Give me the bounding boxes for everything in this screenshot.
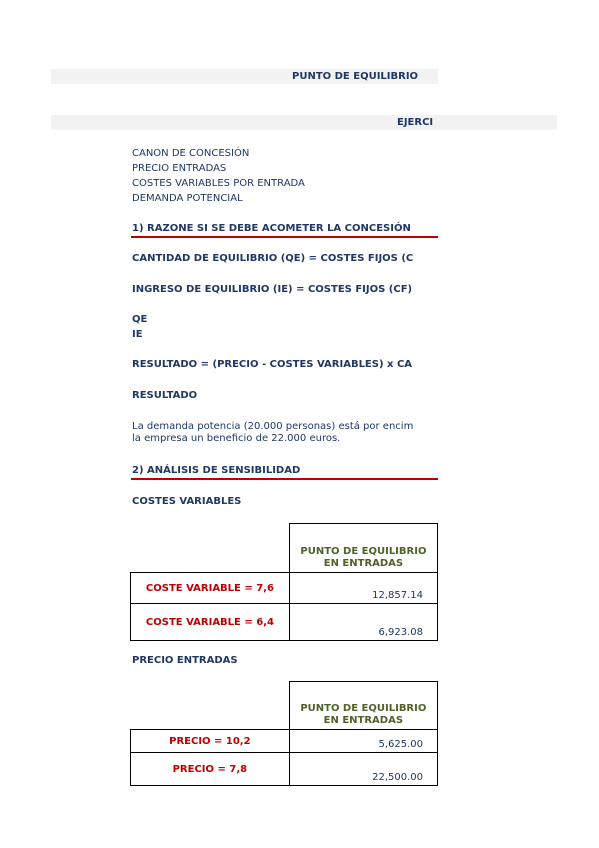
costes-sensitivity-table — [130, 523, 438, 641]
row-label: COSTE VARIABLE = 6,4 — [131, 604, 290, 641]
table-corner — [131, 682, 290, 730]
ie-label: IE — [132, 329, 143, 340]
conclusion-line-2: la empresa un beneficio de 22.000 euros. — [132, 433, 341, 444]
header-line-2: EN ENTRADAS — [323, 558, 404, 569]
row-value: 5,625.00 — [289, 730, 437, 753]
data-label-precio: PRECIO ENTRADAS — [132, 163, 227, 174]
row-value: 6,923.08 — [289, 604, 437, 641]
header-line-1: PUNTO DE EQUILIBRIO — [300, 546, 427, 557]
row-label: COSTE VARIABLE = 7,6 — [131, 573, 290, 604]
precio-column-header — [289, 682, 437, 730]
precio-sensitivity-table — [130, 681, 438, 786]
exercise-title: EJERCI — [397, 117, 434, 128]
precio-entradas-label: PRECIO ENTRADAS — [132, 655, 238, 666]
page-title: PUNTO DE EQUILIBRIO — [292, 71, 419, 82]
table-row — [131, 730, 438, 753]
costes-variables-label: COSTES VARIABLES — [132, 496, 242, 507]
header-line-1: PUNTO DE EQUILIBRIO — [300, 703, 427, 714]
costes-column-header — [289, 524, 437, 573]
qe-label: QE — [132, 314, 148, 325]
section2-heading: 2) ANÁLISIS DE SENSIBILIDAD — [132, 465, 301, 476]
header-line-2: EN ENTRADAS — [323, 715, 404, 726]
conclusion-line-1: La demanda potencia (20.000 personas) está por encim — [132, 421, 414, 432]
section2-underline — [131, 478, 438, 480]
row-value: 22,500.00 — [289, 753, 437, 786]
table-row — [131, 753, 438, 786]
data-label-demanda: DEMANDA POTENCIAL — [132, 193, 243, 204]
section1-underline — [131, 236, 438, 238]
row-value: 12,857.14 — [289, 573, 437, 604]
table-corner — [131, 524, 290, 573]
ie-formula: INGRESO DE EQUILIBRIO (IE) = COSTES FIJOS (CF) — [132, 284, 413, 295]
data-label-costes: COSTES VARIABLES POR ENTRADA — [132, 178, 305, 189]
row-label: PRECIO = 7,8 — [131, 753, 290, 786]
data-label-canon: CANON DE CONCESIÓN — [132, 148, 250, 159]
table-row — [131, 604, 438, 641]
row-label: PRECIO = 10,2 — [131, 730, 290, 753]
qe-formula: CANTIDAD DE EQUILIBRIO (QE) = COSTES FIJOS (C — [132, 253, 414, 264]
table-row — [131, 573, 438, 604]
resultado-label: RESULTADO — [132, 390, 198, 401]
section1-heading: 1) RAZONE SI SE DEBE ACOMETER LA CONCESIÓN — [132, 223, 411, 234]
resultado-formula: RESULTADO = (PRECIO - COSTES VARIABLES) x CA — [132, 359, 413, 370]
